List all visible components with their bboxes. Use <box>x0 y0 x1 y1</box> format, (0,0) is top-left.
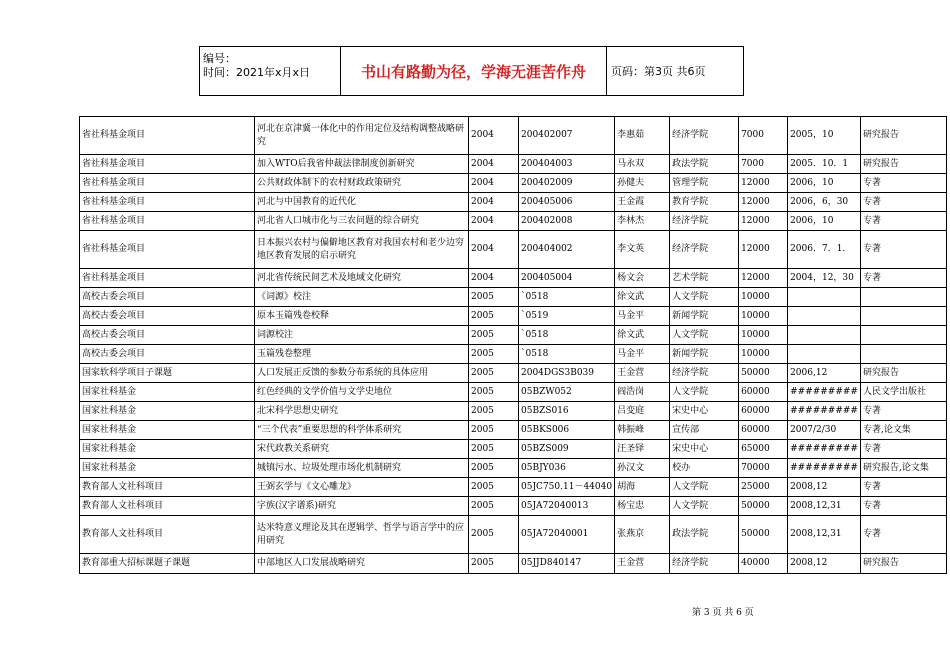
header-motto: 书山有路勤为径，学海无涯苦作舟 <box>341 47 607 95</box>
cell-type: 国家社科基金 <box>80 440 255 459</box>
table-row <box>80 212 947 231</box>
cell-person: 汪圣铎 <box>615 440 670 459</box>
time-label: 时间：2021年x月x日 <box>203 66 311 79</box>
cell-college: 人文学院 <box>670 288 739 307</box>
cell-person: 马金平 <box>615 345 670 364</box>
cell-title: 城镇污水、垃圾处理市场化机制研究 <box>255 459 469 478</box>
cell-type: 省社科基金项目 <box>80 193 255 212</box>
cell-result <box>860 345 946 364</box>
cell-code: 05BKS006 <box>519 421 615 440</box>
cell-date: 2006，10 <box>788 174 861 193</box>
cell-college: 经济学院 <box>670 117 739 155</box>
cell-type: 省社科基金项目 <box>80 212 255 231</box>
table-row <box>80 402 947 421</box>
cell-title: 宋代政教关系研究 <box>255 440 469 459</box>
cell-code: 200402008 <box>519 212 615 231</box>
cell-person: 吕变庭 <box>615 402 670 421</box>
cell-code: 05BJY036 <box>519 459 615 478</box>
cell-year: 2004 <box>469 212 519 231</box>
cell-date: 2008,12 <box>788 554 861 574</box>
cell-amount: 12000 <box>739 269 788 288</box>
cell-code: 05JA72040013 <box>519 497 615 516</box>
cell-code: `0518 <box>519 345 615 364</box>
cell-code: `0518 <box>519 326 615 345</box>
cell-type: 国家社科基金 <box>80 402 255 421</box>
page-footer: 第 3 页 共 6 页 <box>692 608 754 618</box>
cell-person: 李惠茹 <box>615 117 670 155</box>
cell-result <box>860 326 946 345</box>
cell-amount: 60000 <box>739 421 788 440</box>
cell-type: 教育部重大招标课题子课题 <box>80 554 255 574</box>
cell-date: ######### <box>788 402 861 421</box>
cell-result <box>860 307 946 326</box>
cell-amount: 65000 <box>739 440 788 459</box>
cell-person: 李林杰 <box>615 212 670 231</box>
cell-result: 专著 <box>860 440 946 459</box>
cell-type: 省社科基金项目 <box>80 117 255 155</box>
cell-code: 200405004 <box>519 269 615 288</box>
cell-result: 研究报告 <box>860 155 946 174</box>
cell-title: 玉篇残卷整理 <box>255 345 469 364</box>
cell-person: 徐文武 <box>615 326 670 345</box>
cell-result <box>860 288 946 307</box>
cell-code: 200405006 <box>519 193 615 212</box>
cell-code: 05JA72040001 <box>519 516 615 554</box>
cell-date <box>788 288 861 307</box>
cell-result: 专著 <box>860 478 946 497</box>
cell-result: 专著 <box>860 516 946 554</box>
cell-date: 2008,12,31 <box>788 497 861 516</box>
table-row <box>80 117 947 155</box>
cell-college: 经济学院 <box>670 231 739 269</box>
cell-code: 05JJD840147 <box>519 554 615 574</box>
table-row <box>80 155 947 174</box>
cell-title: 红色经典的文学价值与文学史地位 <box>255 383 469 402</box>
cell-amount: 10000 <box>739 307 788 326</box>
cell-title: 河北省人口城市化与三农问题的综合研究 <box>255 212 469 231</box>
cell-year: 2005 <box>469 440 519 459</box>
cell-year: 2005 <box>469 516 519 554</box>
cell-code: 05BZW052 <box>519 383 615 402</box>
cell-type: 省社科基金项目 <box>80 174 255 193</box>
cell-person: 王金营 <box>615 554 670 574</box>
cell-amount: 10000 <box>739 288 788 307</box>
cell-person: 马金平 <box>615 307 670 326</box>
cell-title: 达米特意义理论及其在逻辑学、哲学与语言学中的应用研究 <box>255 516 469 554</box>
cell-type: 国家社科基金 <box>80 421 255 440</box>
cell-year: 2004 <box>469 193 519 212</box>
cell-person: 阎浩岗 <box>615 383 670 402</box>
table-row <box>80 364 947 383</box>
cell-person: 孙健夫 <box>615 174 670 193</box>
cell-type: 高校古委会项目 <box>80 307 255 326</box>
cell-year: 2004 <box>469 269 519 288</box>
cell-result: 专著 <box>860 212 946 231</box>
cell-date: 2005．10．1 <box>788 155 861 174</box>
cell-date: ######### <box>788 383 861 402</box>
cell-year: 2005 <box>469 478 519 497</box>
cell-type: 国家社科基金 <box>80 459 255 478</box>
cell-title: 王弼玄学与《文心雕龙》 <box>255 478 469 497</box>
cell-college: 政法学院 <box>670 155 739 174</box>
table-row <box>80 554 947 574</box>
cell-code: 200404003 <box>519 155 615 174</box>
cell-date: 2007/2/30 <box>788 421 861 440</box>
cell-title: “三个代表”重要思想的科学体系研究 <box>255 421 469 440</box>
cell-result: 研究报告,论文集 <box>860 459 946 478</box>
table-row <box>80 307 947 326</box>
cell-date: 2006．7．1． <box>788 231 861 269</box>
cell-year: 2004 <box>469 155 519 174</box>
cell-person: 孙汉文 <box>615 459 670 478</box>
cell-person: 徐文武 <box>615 288 670 307</box>
cell-date: 2004，12，30 <box>788 269 861 288</box>
cell-college: 人文学院 <box>670 383 739 402</box>
cell-date <box>788 307 861 326</box>
cell-college: 经济学院 <box>670 212 739 231</box>
cell-person: 马永双 <box>615 155 670 174</box>
cell-result: 研究报告 <box>860 554 946 574</box>
cell-title: 河北在京津冀一体化中的作用定位及结构调整战略研究 <box>255 117 469 155</box>
cell-type: 省社科基金项目 <box>80 269 255 288</box>
cell-title: 河北与中国教育的近代化 <box>255 193 469 212</box>
cell-type: 国家软科学项目子课题 <box>80 364 255 383</box>
cell-amount: 60000 <box>739 402 788 421</box>
header-meta <box>200 47 341 95</box>
cell-title: 人口发展正反馈的参数分布系统的具体应用 <box>255 364 469 383</box>
cell-result: 专著 <box>860 193 946 212</box>
cell-college: 人文学院 <box>670 478 739 497</box>
cell-code: 200402009 <box>519 174 615 193</box>
cell-title: 加入WTO后我省仲裁法律制度创新研究 <box>255 155 469 174</box>
table-row <box>80 231 947 269</box>
cell-date: 2006，10 <box>788 212 861 231</box>
cell-result: 专著,论文集 <box>860 421 946 440</box>
cell-person: 王金霞 <box>615 193 670 212</box>
cell-amount: 7000 <box>739 117 788 155</box>
cell-year: 2005 <box>469 383 519 402</box>
cell-date: ######### <box>788 459 861 478</box>
cell-amount: 7000 <box>739 155 788 174</box>
cell-date: 2006,12 <box>788 364 861 383</box>
table-row <box>80 497 947 516</box>
cell-year: 2005 <box>469 307 519 326</box>
cell-amount: 12000 <box>739 231 788 269</box>
cell-date <box>788 326 861 345</box>
cell-code: 200404002 <box>519 231 615 269</box>
cell-code: 200402007 <box>519 117 615 155</box>
cell-result: 专著 <box>860 174 946 193</box>
cell-result: 专著 <box>860 402 946 421</box>
cell-amount: 50000 <box>739 497 788 516</box>
cell-type: 高校古委会项目 <box>80 345 255 364</box>
cell-year: 2005 <box>469 326 519 345</box>
cell-amount: 50000 <box>739 516 788 554</box>
cell-title: 中部地区人口发展战略研究 <box>255 554 469 574</box>
cell-date: 2008,12,31 <box>788 516 861 554</box>
cell-college: 经济学院 <box>670 554 739 574</box>
cell-college: 宣传部 <box>670 421 739 440</box>
cell-result: 人民文学出版社 <box>860 383 946 402</box>
cell-amount: 25000 <box>739 478 788 497</box>
cell-title: 日本振兴农村与偏僻地区教育对我国农村和老少边穷地区教育发展的启示研究 <box>255 231 469 269</box>
table-body <box>80 117 947 574</box>
cell-code: 2004DGS3B039 <box>519 364 615 383</box>
cell-college: 人文学院 <box>670 497 739 516</box>
cell-result: 研究报告 <box>860 117 946 155</box>
cell-college: 校办 <box>670 459 739 478</box>
cell-type: 教育部人文社科项目 <box>80 478 255 497</box>
cell-type: 省社科基金项目 <box>80 155 255 174</box>
cell-college: 管理学院 <box>670 174 739 193</box>
cell-person: 胡海 <box>615 478 670 497</box>
cell-title: 字族(汉字谱系)研究 <box>255 497 469 516</box>
cell-amount: 70000 <box>739 459 788 478</box>
cell-type: 教育部人文社科项目 <box>80 516 255 554</box>
cell-result: 专著 <box>860 269 946 288</box>
table-row <box>80 288 947 307</box>
cell-date: 2005，10 <box>788 117 861 155</box>
table-row <box>80 174 947 193</box>
cell-year: 2005 <box>469 497 519 516</box>
table-row <box>80 516 947 554</box>
cell-date: ######### <box>788 440 861 459</box>
cell-date: 2006，6，30 <box>788 193 861 212</box>
cell-title: 词源校注 <box>255 326 469 345</box>
cell-title: 公共财政体制下的农村财政政策研究 <box>255 174 469 193</box>
cell-type: 国家社科基金 <box>80 383 255 402</box>
cell-code: 05JC750.11－44040 <box>519 478 615 497</box>
cell-person: 杨文会 <box>615 269 670 288</box>
cell-type: 教育部人文社科项目 <box>80 497 255 516</box>
project-table <box>79 116 947 574</box>
cell-college: 人文学院 <box>670 326 739 345</box>
cell-person: 李文英 <box>615 231 670 269</box>
table-row <box>80 193 947 212</box>
cell-college: 艺术学院 <box>670 269 739 288</box>
cell-college: 经济学院 <box>670 364 739 383</box>
cell-person: 韩振峰 <box>615 421 670 440</box>
table-row <box>80 459 947 478</box>
cell-college: 新闻学院 <box>670 345 739 364</box>
cell-college: 政法学院 <box>670 516 739 554</box>
table-row <box>80 269 947 288</box>
table-row <box>80 383 947 402</box>
cell-college: 新闻学院 <box>670 307 739 326</box>
cell-year: 2004 <box>469 117 519 155</box>
header-page-code: 页码：第3页 共6页 <box>611 65 706 78</box>
cell-date: 2008,12 <box>788 478 861 497</box>
cell-year: 2004 <box>469 231 519 269</box>
cell-amount: 40000 <box>739 554 788 574</box>
cell-amount: 10000 <box>739 326 788 345</box>
cell-result: 研究报告 <box>860 364 946 383</box>
cell-college: 宋史中心 <box>670 402 739 421</box>
cell-amount: 50000 <box>739 364 788 383</box>
cell-title: 原本玉篇残卷校释 <box>255 307 469 326</box>
cell-type: 高校古委会项目 <box>80 326 255 345</box>
cell-code: 05BZS009 <box>519 440 615 459</box>
cell-amount: 12000 <box>739 212 788 231</box>
cell-year: 2005 <box>469 345 519 364</box>
page-header <box>199 46 744 96</box>
table-row <box>80 326 947 345</box>
cell-year: 2004 <box>469 174 519 193</box>
cell-amount: 12000 <box>739 174 788 193</box>
cell-result: 专著 <box>860 497 946 516</box>
cell-person: 张燕京 <box>615 516 670 554</box>
table-row <box>80 478 947 497</box>
cell-amount: 10000 <box>739 345 788 364</box>
cell-title: 《词源》校注 <box>255 288 469 307</box>
cell-code: 05BZS016 <box>519 402 615 421</box>
cell-code: `0518 <box>519 288 615 307</box>
table-row <box>80 345 947 364</box>
cell-type: 省社科基金项目 <box>80 231 255 269</box>
cell-title: 北宋科学思想史研究 <box>255 402 469 421</box>
cell-year: 2005 <box>469 421 519 440</box>
number-label: 编号： <box>203 52 236 65</box>
cell-year: 2005 <box>469 288 519 307</box>
cell-year: 2005 <box>469 364 519 383</box>
cell-person: 杨宝忠 <box>615 497 670 516</box>
cell-code: `0519 <box>519 307 615 326</box>
cell-college: 宋史中心 <box>670 440 739 459</box>
cell-year: 2005 <box>469 459 519 478</box>
cell-year: 2005 <box>469 402 519 421</box>
cell-date <box>788 345 861 364</box>
cell-result: 专著 <box>860 231 946 269</box>
cell-title: 河北省传统民间艺术及地域文化研究 <box>255 269 469 288</box>
cell-amount: 12000 <box>739 193 788 212</box>
cell-college: 教育学院 <box>670 193 739 212</box>
cell-year: 2005 <box>469 554 519 574</box>
cell-type: 高校古委会项目 <box>80 288 255 307</box>
table-row <box>80 440 947 459</box>
cell-person: 王金营 <box>615 364 670 383</box>
cell-amount: 60000 <box>739 383 788 402</box>
table-row <box>80 421 947 440</box>
